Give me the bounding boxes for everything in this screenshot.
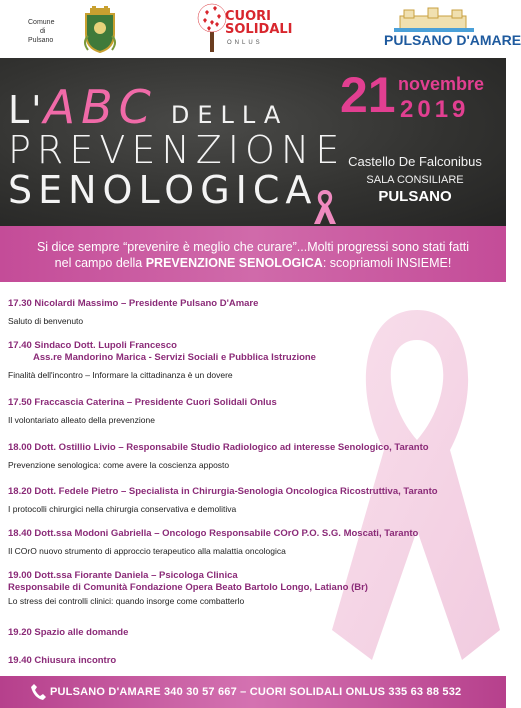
program-item: 19.00 Dott.ssa Fiorante Daniela – Psicologa Clinica Responsabile di Comunità Fondazione Opera Beato Bartolo Longo, Latiano (Br) Lo stress dei controlli clinici: quando insorge come combatterlo [8, 570, 368, 606]
program-item: 17.50 Fraccascia Caterina – Presidente Cuori Solidali Onlus Il volontariato alleato della prevenzione [8, 397, 277, 425]
castle-icon [394, 6, 474, 32]
header-logos [0, 0, 521, 58]
program-item: 18.40 Dott.ssa Modoni Gabriella – Oncologo Responsabile COrO P.O. S.G. Moscati, Taranto Il COrO nuovo strumento di approccio terapeutico alla malattia oncologica [8, 528, 419, 556]
intro-strip [0, 226, 506, 282]
heart-tree-icon [195, 2, 229, 54]
comune-logo [28, 6, 128, 54]
program-item: 19.40 Chiusura incontro [8, 655, 117, 666]
program-list [0, 282, 506, 672]
event-info [330, 68, 500, 218]
pulsano-damare-logo [382, 6, 521, 54]
crest-icon [80, 6, 120, 54]
event-place: Castello De Falconibus [348, 154, 482, 169]
banner-abc: ABC [43, 80, 157, 134]
program-item: 19.20 Spazio alle domande [8, 627, 129, 638]
cuori-solidali-logo [195, 2, 345, 56]
phone-icon [30, 683, 46, 701]
comune-label: Comune di Pulsano [28, 19, 55, 44]
banner-title-line3: SENOLOGICA [8, 168, 318, 212]
intro-line1: Si dice sempre “prevenire è meglio che curare”...Molti progressi sono stati fatti [36, 240, 470, 254]
intro-line2: nel campo della PREVENZIONE SENOLOGICA: scopriamoli INSIEME! [54, 256, 452, 270]
pulsano-logo-text: PULSANO D'AMARE [384, 32, 521, 48]
cuori-name: CUORI SOLIDALI [225, 9, 293, 37]
event-city: PULSANO [378, 188, 452, 205]
banner-title-line2: PREVENZIONE [8, 128, 346, 172]
event-day: 21 [340, 67, 396, 123]
footer-contacts: PULSANO D'AMARE 340 30 57 667 – CUORI SOLIDALI ONLUS 335 63 88 532 [50, 686, 462, 698]
program-item: 17.40 Sindaco Dott. Lupoli Francesco Ass.re Mandorino Marica - Servizi Sociali e Pubblica Istruzione Finalità dell'incontro – Informare la cittadinanza è un dovere [8, 340, 316, 380]
chalkboard-banner [0, 58, 506, 226]
program-item: 17.30 Nicolardi Massimo – Presidente Pulsano D'Amare Saluto di benvenuto [8, 298, 259, 326]
contacts-footer [0, 676, 506, 708]
event-month: novembre [398, 74, 485, 94]
banner-title-line1: L'ABC DELLA [8, 80, 289, 134]
cuori-onlus: ONLUS [227, 40, 263, 46]
program-item: 18.20 Dott. Fedele Pietro – Specialista in Chirurgia-Senologia Oncologica Ricostruttiva, Taranto I protocolli chirurgici nella chirurgia conservativa e demolitiva [8, 486, 438, 514]
event-year: 2019 [400, 96, 470, 123]
event-room: SALA CONSILIARE [366, 174, 464, 186]
program-item: 18.00 Dott. Ostillio Livio – Responsabile Studio Radiologico ad interesse Senologico, Taranto Prevenzione senologica: come avere la coscienza apposto [8, 442, 429, 470]
